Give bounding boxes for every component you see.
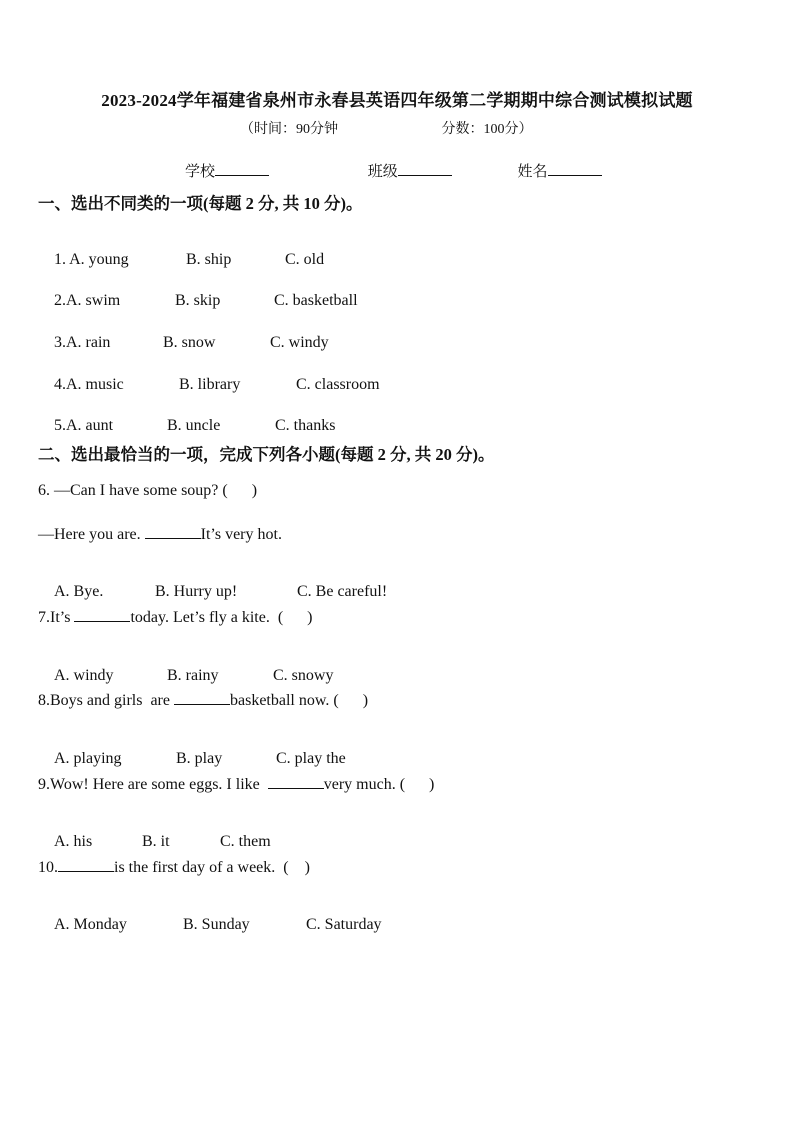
- option-b: B. Hurry up!: [155, 583, 238, 600]
- question-6-prompt: 6. —Can I have some soup? ( ): [38, 482, 258, 499]
- option-b: B. it: [142, 833, 170, 850]
- answer-blank[interactable]: [268, 774, 324, 789]
- question-8-prompt: [38, 690, 368, 710]
- question-10-prompt: [38, 857, 310, 877]
- school-field: [185, 160, 269, 181]
- name-label: 姓名: [517, 164, 548, 180]
- option-c: C. old: [285, 251, 325, 268]
- class-field: [368, 160, 452, 181]
- question-9-prompt: [38, 774, 434, 794]
- prompt-text-end: very much. ( ): [323, 776, 435, 793]
- prompt-text: 8.Boys and girls are: [38, 692, 174, 709]
- question-6-reply: [38, 524, 282, 544]
- school-blank[interactable]: [215, 161, 269, 176]
- reply-text: —Here you are.: [38, 526, 145, 543]
- option-c: C. Be careful!: [297, 583, 388, 600]
- answer-blank[interactable]: [58, 857, 114, 872]
- prompt-text-end: is the first day of a week. ( ): [114, 859, 310, 876]
- option-c: C. play the: [276, 750, 346, 767]
- class-blank[interactable]: [398, 161, 452, 176]
- option-b: B. ship: [186, 251, 232, 268]
- prompt-text-end: basketball now. ( ): [229, 692, 369, 709]
- option-b: B. library: [179, 376, 241, 393]
- class-label: 班级: [367, 164, 398, 180]
- option-a: 4.A. music: [54, 376, 124, 393]
- option-c: C. Saturday: [306, 916, 382, 933]
- option-c: C. basketball: [274, 292, 358, 309]
- option-a: 3.A. rain: [54, 334, 111, 351]
- name-blank[interactable]: [548, 161, 602, 176]
- answer-blank[interactable]: [145, 524, 201, 539]
- question-10-options: [38, 898, 382, 952]
- prompt-text: 9.Wow! Here are some eggs. I like: [38, 776, 268, 793]
- option-b: B. play: [176, 750, 223, 767]
- option-b: B. snow: [163, 334, 216, 351]
- option-c: C. snowy: [273, 667, 334, 684]
- time-limit: （时间：90分钟: [240, 122, 338, 137]
- page-title: 2023-2024学年福建省泉州市永春县英语四年级第二学期期中综合测试模拟试题: [101, 91, 693, 110]
- answer-blank[interactable]: [74, 607, 130, 622]
- option-a: 1. A. young: [54, 251, 129, 268]
- answer-blank[interactable]: [174, 690, 230, 705]
- total-score: 分数：100分）: [441, 122, 533, 137]
- reply-text-end: It’s very hot.: [200, 526, 282, 543]
- option-a: A. his: [54, 833, 93, 850]
- prompt-text: 10.: [38, 859, 58, 876]
- option-b: B. skip: [175, 292, 221, 309]
- option-a: 2.A. swim: [54, 292, 121, 309]
- option-b: B. rainy: [167, 667, 219, 684]
- prompt-text: 7.It’s: [38, 609, 75, 626]
- question-7-prompt: [38, 607, 312, 627]
- option-a: 5.A. aunt: [54, 417, 114, 434]
- option-c: C. thanks: [275, 417, 336, 434]
- option-a: A. Bye.: [54, 583, 104, 600]
- section1-heading: 一、选出不同类的一项(每题 2 分, 共 10 分)。: [38, 194, 363, 213]
- option-c: C. them: [220, 833, 271, 850]
- option-a: A. Monday: [54, 916, 127, 933]
- option-b: B. Sunday: [183, 916, 250, 933]
- option-b: B. uncle: [167, 417, 221, 434]
- option-c: C. windy: [270, 334, 329, 351]
- exam-meta: [240, 118, 533, 138]
- option-a: A. windy: [54, 667, 114, 684]
- name-field: [518, 160, 602, 181]
- option-a: A. playing: [54, 750, 122, 767]
- prompt-text-end: today. Let’s fly a kite. ( ): [130, 609, 313, 626]
- option-c: C. classroom: [296, 376, 380, 393]
- section2-heading: 二、选出最恰当的一项，完成下列各小题(每题 2 分, 共 20 分)。: [38, 445, 495, 464]
- school-label: 学校: [185, 164, 216, 180]
- student-info: [185, 160, 602, 181]
